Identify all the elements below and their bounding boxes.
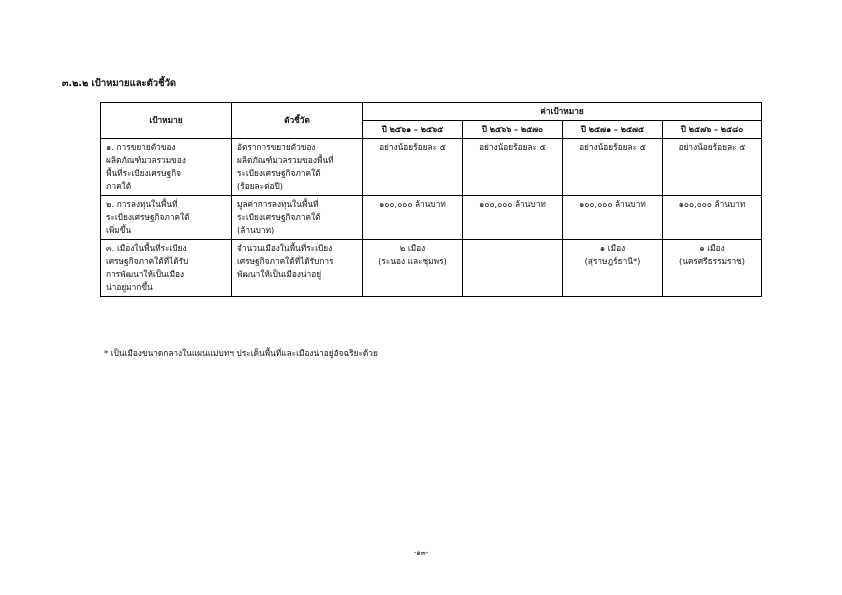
header-year-3: ปี ๒๕๗๑ – ๒๕๗๕ bbox=[563, 121, 663, 139]
target-value: ๑๐๐,๐๐๐ ล้านบาท bbox=[678, 199, 746, 209]
indicator-text: มูลค่าการลงทุนในพื้นที่ bbox=[237, 199, 319, 209]
target-value: ๑ เมือง bbox=[599, 243, 626, 253]
table-row bbox=[101, 240, 762, 297]
goal-text: ภาคใต้ bbox=[106, 181, 132, 191]
target-cell bbox=[463, 139, 563, 196]
header-indicator: ตัวชี้วัด bbox=[232, 103, 363, 139]
goal-text: เพิ่มขึ้น bbox=[106, 225, 132, 235]
page-number: -๑๓- bbox=[413, 549, 429, 557]
target-cell bbox=[563, 139, 663, 196]
goal-text: ผลิตภัณฑ์มวลรวมของ bbox=[106, 155, 186, 165]
target-value: ๑๐๐,๐๐๐ ล้านบาท bbox=[379, 199, 446, 209]
indicator-text: อัตราการขยายตัวของ bbox=[237, 142, 316, 152]
indicator-text: จำนวนเมืองในพื้นที่ระเบียง bbox=[237, 243, 333, 253]
header-year-4: ปี ๒๕๗๖ – ๒๕๘๐ bbox=[663, 121, 762, 139]
table-header-row bbox=[101, 103, 762, 121]
goal-text: ระเบียงเศรษฐกิจภาคใต้ bbox=[106, 212, 190, 222]
table-row bbox=[101, 196, 762, 240]
header-year-1: ปี ๒๕๖๑ – ๒๕๖๕ bbox=[363, 121, 463, 139]
indicator-cell bbox=[232, 139, 363, 196]
goal-text: น่าอยู่มากขึ้น bbox=[106, 282, 153, 292]
goal-cell bbox=[101, 196, 232, 240]
target-cell bbox=[363, 196, 463, 240]
goal-text: ๑. การขยายตัวของ bbox=[106, 142, 176, 152]
indicator-text: (ร้อยละต่อปี) bbox=[237, 181, 283, 191]
indicator-text: พัฒนาให้เป็นเมืองน่าอยู่ bbox=[237, 269, 322, 279]
section-title: ๓.๒.๒ เป้าหมายและตัวชี้วัด bbox=[62, 78, 177, 89]
goal-text: การพัฒนาให้เป็นเมือง bbox=[106, 269, 185, 279]
target-cell bbox=[363, 139, 463, 196]
goal-text: ๓. เมืองในพื้นที่ระเบียง bbox=[106, 243, 187, 253]
target-cell bbox=[563, 196, 663, 240]
target-detail: (สุราษฎร์ธานี*) bbox=[584, 256, 641, 266]
target-value: ๑๐๐,๐๐๐ ล้านบาท bbox=[579, 199, 646, 209]
header-year-2: ปี ๒๕๖๖ – ๒๕๗๐ bbox=[463, 121, 563, 139]
footnote: * เป็นเมืองขนาดกลางในแผนแม่บทฯ ประเด็นพื้นที่และเมืองน่าอยู่อัจฉริยะด้วย bbox=[104, 348, 378, 358]
header-goal: เป้าหมาย bbox=[101, 103, 232, 139]
goal-cell bbox=[101, 139, 232, 196]
indicator-text: ระเบียงเศรษฐกิจภาคใต้ bbox=[237, 212, 321, 222]
indicator-text: เศรษฐกิจภาคใต้ที่ได้รับการ bbox=[237, 256, 334, 266]
header-target: ค่าเป้าหมาย bbox=[363, 103, 762, 121]
target-value: อย่างน้อยร้อยละ ๕ bbox=[579, 142, 646, 152]
target-cell bbox=[563, 240, 663, 297]
target-cell bbox=[663, 139, 762, 196]
target-value: ๒ เมือง bbox=[399, 243, 426, 253]
target-value: ๑ เมือง bbox=[699, 243, 725, 253]
indicator-cell bbox=[232, 240, 363, 297]
indicator-text: ระเบียงเศรษฐกิจภาคใต้ bbox=[237, 168, 321, 178]
goal-text: เศรษฐกิจภาคใต้ที่ได้รับ bbox=[106, 256, 189, 266]
target-value: อย่างน้อยร้อยละ ๕ bbox=[479, 142, 546, 152]
goal-text: ๒. การลงทุนในพื้นที่ bbox=[106, 199, 178, 209]
target-cell bbox=[663, 196, 762, 240]
goals-indicators-table bbox=[100, 102, 762, 297]
goal-cell bbox=[101, 240, 232, 297]
target-value: ๑๐๐,๐๐๐ ล้านบาท bbox=[479, 199, 546, 209]
target-cell bbox=[663, 240, 762, 297]
indicator-text: (ล้านบาท) bbox=[237, 225, 275, 235]
indicator-text: ผลิตภัณฑ์มวลรวมของพื้นที่ bbox=[237, 155, 334, 165]
goal-text: พื้นที่ระเบียงเศรษฐกิจ bbox=[106, 168, 182, 178]
target-cell bbox=[363, 240, 463, 297]
target-value: อย่างน้อยร้อยละ ๕ bbox=[678, 142, 746, 152]
indicator-cell bbox=[232, 196, 363, 240]
target-detail: (ระนอง และชุมพร) bbox=[378, 256, 447, 266]
target-detail: (นครศรีธรรมราช) bbox=[678, 256, 746, 266]
target-cell bbox=[463, 240, 563, 297]
table-row bbox=[101, 139, 762, 196]
target-value: อย่างน้อยร้อยละ ๕ bbox=[379, 142, 446, 152]
target-cell bbox=[463, 196, 563, 240]
